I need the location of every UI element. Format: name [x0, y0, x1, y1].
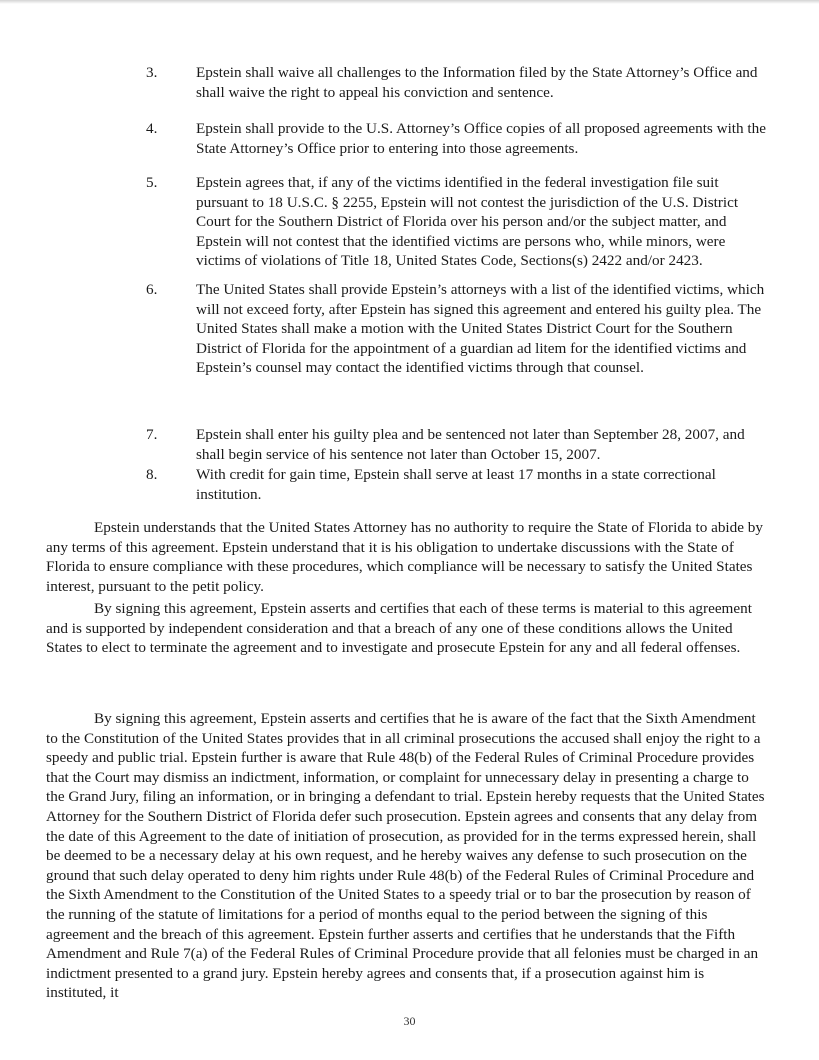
term-number: 7.: [146, 426, 158, 443]
term-text: Epstein shall provide to the U.S. Attorney’s Office copies of all proposed agreements with the State Attorney’s Office prior to entering into those agreements.: [196, 120, 766, 157]
paragraph-material-terms: By signing this agreement, Epstein asserts and certifies that each of these terms is material to this agreement and is supported by independent consideration and that a breach of any one of these conditions allows the United States to elect to terminate the agreement and to investigate and prosecute Epstein for any and all federal offenses.: [46, 600, 752, 657]
term-text: Epstein shall enter his guilty plea and be sentenced not later than September 28, 2007, and shall begin service of his sentence not later than October 15, 2007.: [196, 426, 745, 463]
paragraph-state-compliance: Epstein understands that the United States Attorney has no authority to require the State of Florida to abide by any terms of this agreement. Epstein understand that it is his obligation to undertake discussions with the State of Florida to ensure compliance with these procedures, which compliance will be necessary to satisfy the United States interest, pursuant to the petit policy.: [46, 519, 763, 595]
term-3: [146, 63, 766, 102]
term-text: Epstein agrees that, if any of the victims identified in the federal investigation file suit pursuant to 18 U.S.C. § 2255, Epstein will not contest the jurisdiction of the U.S. District Court for the Southern District of Florida over his person and/or the subject matter, and Epstein will not contest that the identified victims are persons who, while minors, were victims of violations of Title 18, United States Code, Sections(s) 2422 and/or 2423.: [196, 174, 739, 270]
term-number: 4.: [146, 120, 158, 137]
term-7: [146, 425, 766, 464]
term-number: 8.: [146, 466, 158, 483]
term-6: [146, 280, 766, 378]
term-5: [146, 173, 766, 271]
term-text: Epstein shall waive all challenges to the Information filed by the State Attorney’s Office and shall waive the right to appeal his conviction and sentence.: [196, 64, 758, 101]
term-number: 5.: [146, 174, 158, 191]
term-text: With credit for gain time, Epstein shall serve at least 17 months in a state correctional institution.: [196, 466, 716, 503]
page-number: 30: [403, 1014, 416, 1028]
paragraph-speedy-trial-waiver: By signing this agreement, Epstein asserts and certifies that he is aware of the fact that the Sixth Amendment to the Constitution of the United States provides that in all criminal prosecutions the accused shall enjoy the right to a speedy and public trial. Epstein further is aware that Rule 48(b) of the Federal Rules of Criminal Procedure provides that the Court may dismiss an indictment, information, or complaint for unnecessary delay in presenting a charge to the Grand Jury, filing an information, or in bringing a defendant to trial. Epstein hereby requests that the United States Attorney for the Southern District of Florida defer such prosecution. Epstein agrees and consents that any delay from the date of this Agreement to the date of initiation of prosecution, as provided for in the terms expressed herein, shall be deemed to be a necessary delay at his own request, and he hereby waives any defense to such prosecution on the ground that such delay operated to deny him rights under Rule 48(b) of the Federal Rules of Criminal Procedure and the Sixth Amendment to the Constitution of the United States to a speedy trial or to bar the prosecution by reason of the running of the statute of limitations for a period of months equal to the period between the signing of this agreement and the breach of this agreement. Epstein further asserts and certifies that he understands that the Fifth Amendment and Rule 7(a) of the Federal Rules of Criminal Procedure provide that all felonies must be charged in an indictment presented to a grand jury. Epstein hereby agrees and consents that, if a prosecution against him is instituted, it: [46, 710, 765, 1002]
term-number: 6.: [146, 281, 158, 298]
term-4: [146, 119, 766, 158]
term-text: The United States shall provide Epstein’s attorneys with a list of the identified victims, which will not exceed forty, after Epstein has signed this agreement and entered his guilty plea. The United States shall make a motion with the United States District Court for the Southern District of Florida for the appointment of a guardian ad litem for the identified victims and Epstein’s counsel may contact the identified victims through that counsel.: [196, 281, 765, 377]
term-8: [146, 465, 766, 504]
term-number: 3.: [146, 64, 158, 81]
